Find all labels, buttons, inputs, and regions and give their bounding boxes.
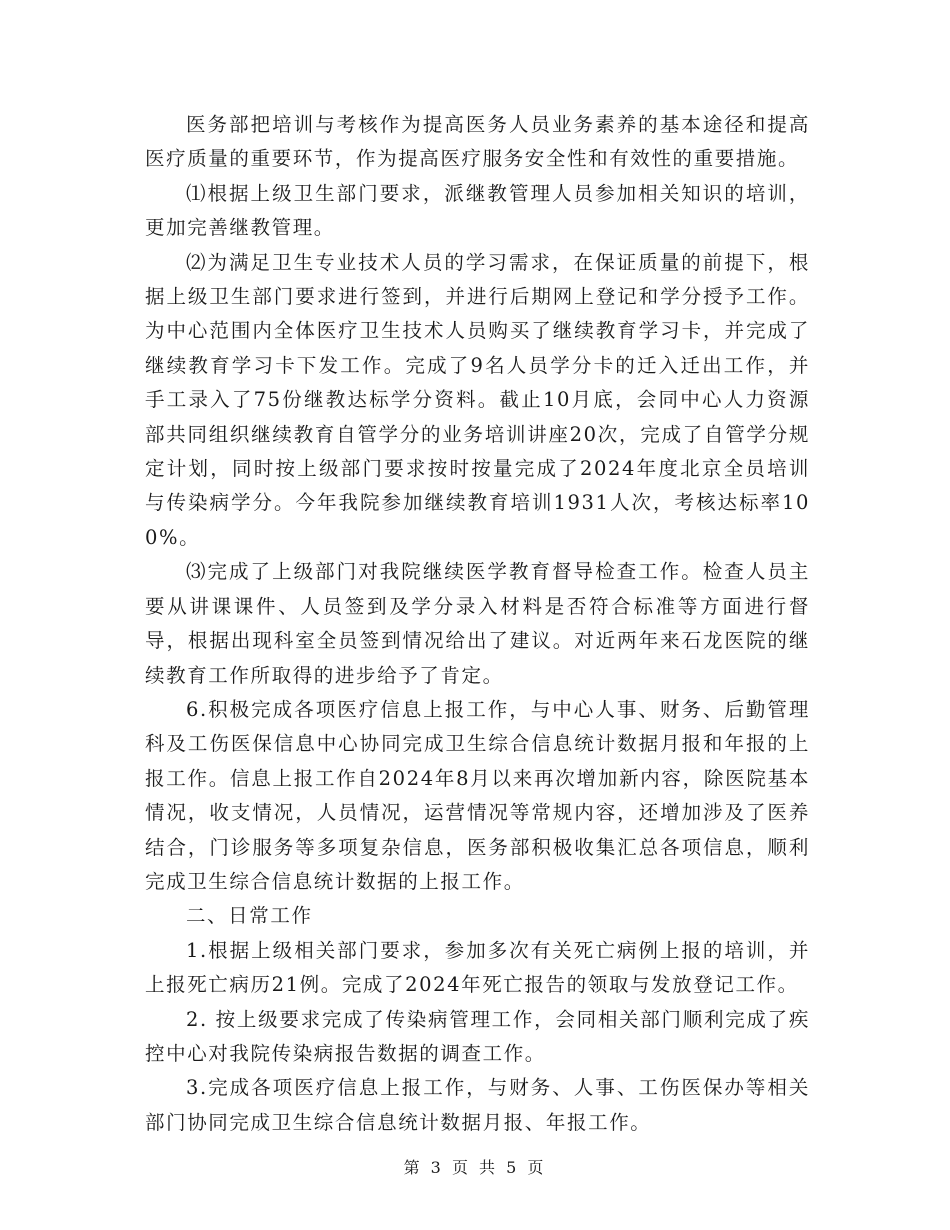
section-heading-daily-work: 二、日常工作 [185, 904, 313, 928]
paragraph-daily-3: 3.完成各项医疗信息上报工作，与财务、人事、工伤医保办等相关部门协同完成卫生综合信息统计数据月报、年报工作。 [145, 1076, 810, 1134]
paragraph-daily-2: 2. 按上级要求完成了传染病管理工作，会同相关部门顺利完成了疾控中心对我院传染病报告数据的调查工作。 [145, 1007, 810, 1065]
paragraph-item-3: ⑶完成了上级部门对我院继续医学教育督导检查工作。检查人员主要从讲课课件、人员签到及学分录入材料是否符合标准等方面进行督导，根据出现科室全员签到情况给出了建议。对近两年来石龙医院的继续教育工作所取得的进步给予了肯定。 [145, 560, 810, 687]
page-number: 第 3 页 共 5 页 [403, 1158, 547, 1177]
paragraph-daily-1: 1.根据上级相关部门要求，参加多次有关死亡病例上报的培训，并上报死亡病历21例。完成了2024年死亡报告的领取与发放登记工作。 [145, 938, 810, 997]
paragraph-section-6: 6.积极完成各项医疗信息上报工作，与中心人事、财务、后勤管理科及工伤医保信息中心协同完成卫生综合信息统计数据月报和年报的上报工作。信息上报工作自2024年8月以来再次增加新内容，除医院基本情况，收支情况，人员情况，运营情况等常规内容，还增加涉及了医养结合，门诊服务等多项复杂信息，医务部积极收集汇总各项信息，顺利完成卫生综合信息统计数据的上报工作。 [145, 697, 810, 893]
paragraph-intro: 医务部把培训与考核作为提高医务人员业务素养的基本途径和提高医疗质量的重要环节，作为提高医疗服务安全性和有效性的重要措施。 [145, 113, 810, 171]
document-body [145, 108, 810, 1140]
page-footer [0, 1155, 950, 1178]
paragraph-item-2: ⑵为满足卫生专业技术人员的学习需求，在保证质量的前提下，根据上级卫生部门要求进行签到，并进行后期网上登记和学分授予工作。为中心范围内全体医疗卫生技术人员购买了继续教育学习卡，并完成了继续教育学习卡下发工作。完成了9名人员学分卡的迁入迁出工作，并手工录入了75份继教达标学分资料。截止10月底，会同中心人力资源部共同组织继续教育自管学分的业务培训讲座20次，完成了自管学分规定计划，同时按上级部门要求按时按量完成了2024年度北京全员培训与传染病学分。今年我院参加继续教育培训1931人次，考核达标率100%。 [145, 250, 810, 549]
paragraph-item-1: ⑴根据上级卫生部门要求，派继教管理人员参加相关知识的培训，更加完善继教管理。 [145, 181, 810, 240]
